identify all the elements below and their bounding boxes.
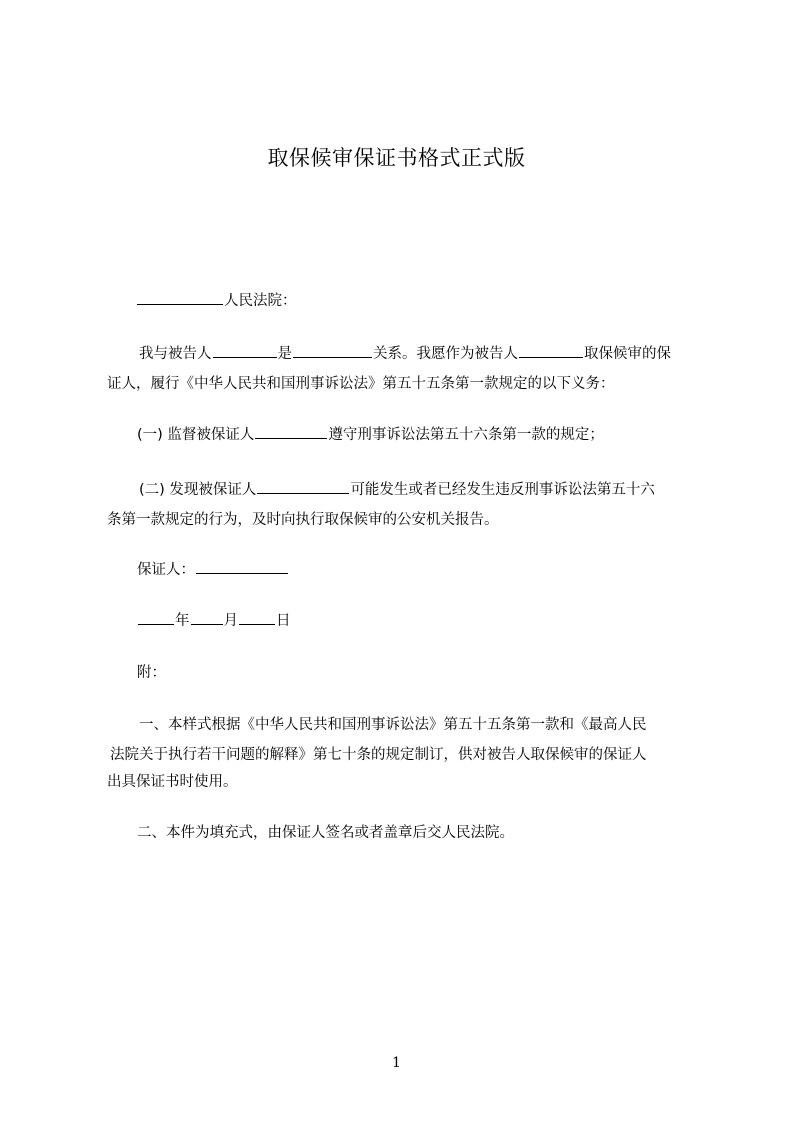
defendant-name-blank (213, 343, 277, 358)
item1-text-1: (一) 监督被保证人 (137, 427, 255, 443)
guaranteed-name-blank (255, 424, 327, 439)
para1-text-1: 我与被告人 (139, 346, 212, 362)
year-label: 年 (175, 613, 190, 629)
date-line (137, 606, 733, 637)
note1-line1: 一、本样式根据《中华人民共和国刑事诉讼法》第五十五条第一款和《最高人民 (139, 717, 647, 733)
note1-line3: 出具保证书时使用。 (107, 774, 238, 790)
para1-line1 (139, 339, 709, 370)
guarantor-line (137, 555, 733, 586)
year-blank (138, 610, 174, 625)
page-number: 1 (392, 1055, 401, 1071)
item2-text-2: 可能发生或者已经发生违反刑事诉讼法第五十六 (350, 482, 655, 498)
court-name-blank (137, 290, 223, 305)
note1-line2: 法院关于执行若干问题的解释》第七十条的规定制订，供对被告人取保候审的保证人 (110, 747, 647, 763)
addressee-line (136, 286, 732, 317)
para1-text-4: 取保候审的保 (584, 346, 671, 362)
attachment-label: 附： (137, 665, 166, 681)
defendant-name-blank-2 (519, 343, 583, 358)
note2-line: 二、本件为填充式，由保证人签名或者盖章后交人民法院。 (137, 825, 514, 841)
day-blank (239, 610, 275, 625)
item2-line2: 条第一款规定的行为，及时向执行取保候审的公安机关报告。 (107, 512, 499, 528)
para1-text-2: 是 (277, 346, 292, 362)
guarantor-signature-blank (196, 559, 288, 574)
guaranteed-name-blank-2 (257, 479, 349, 494)
item1-text-2: 遵守刑事诉讼法第五十六条第一款的规定； (328, 427, 604, 443)
item1-line (137, 420, 733, 451)
para1-line2: 证人，履行《中华人民共和国刑事诉讼法》第五十五条第一款规定的以下义务： (107, 376, 615, 392)
addressee-suffix: 人民法院： (224, 293, 297, 309)
item2-line1 (139, 475, 709, 506)
month-label: 月 (223, 613, 238, 629)
document-title: 取保候审保证书格式正式版 (267, 146, 526, 170)
guarantor-label: 保证人： (137, 562, 195, 578)
month-blank (191, 610, 223, 625)
relationship-blank (293, 343, 372, 358)
para1-text-3: 关系。我愿作为被告人 (373, 346, 518, 362)
day-label: 日 (276, 613, 291, 629)
item2-text-1: (二) 发现被保证人 (139, 482, 257, 498)
